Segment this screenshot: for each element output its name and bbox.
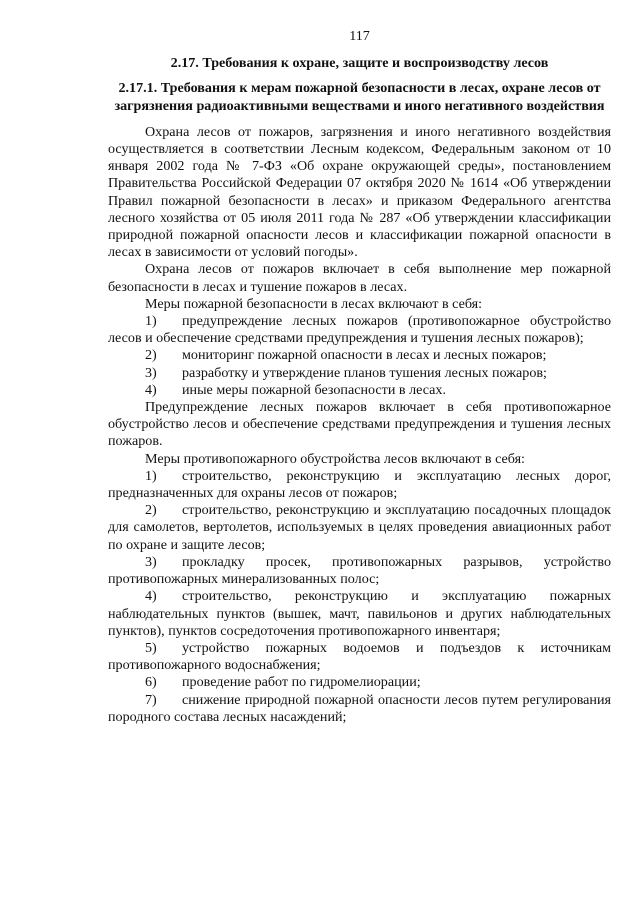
list-item-text: иные меры пожарной безопасности в лесах. [182,381,446,398]
paragraph: Меры пожарной безопасности в лесах включают в себя: [145,295,483,312]
list-item [108,692,611,726]
paragraph: Меры противопожарного обустройства лесов включают в себя: [145,450,525,467]
list-item-number: 1) [145,467,157,484]
list-item-text: прокладку просек, противопожарных разрывов, устройство противопожарных минерализованных полос; [108,553,611,588]
subsection-heading: 2.17.1. Требования к мерам пожарной безопасности в лесах, охране лесов от загрязнения радиоактивными веществами и иного негативного воздействия [114,80,605,114]
list-item [108,554,611,588]
list-item-text: строительство, реконструкцию и эксплуатацию лесных дорог, предназначенных для охраны лесов от пожаров; [108,467,611,502]
list-item [108,313,611,347]
list-item [108,588,611,640]
list-item [108,347,611,364]
paragraph: Предупреждение лесных пожаров включает в себя противопожарное обустройство лесов и обеспечение средствами предупреждения и тушения лесных пожаров. [108,399,611,450]
list-item-number: 5) [145,639,157,656]
list-item-text: разработку и утверждение планов тушения лесных пожаров; [182,364,547,381]
section-heading: 2.17. Требования к охране, защите и воспроизводству лесов [170,55,549,72]
list-item-text: строительство, реконструкцию и эксплуатацию пожарных наблюдательных пунктов (вышек, мачт, павильонов и других наблюдательных пунктов), пунктов сосредоточения противопожарного инвентаря; [108,588,611,639]
list-item-text: снижение природной пожарной опасности лесов путем регулирования породного состава лесных насаждений; [108,691,611,725]
list-item-number: 3) [145,553,157,570]
list-item-text: предупреждение лесных пожаров (противопожарное обустройство лесов и обеспечение средствами предупреждения и тушения лесных пожаров); [108,313,611,347]
list-item [108,674,611,691]
page-number: 117 [349,28,370,44]
list-item-number: 4) [145,381,157,398]
list-item-text: мониторинг пожарной опасности в лесах и лесных пожаров; [182,347,547,364]
paragraph: Охрана лесов от пожаров включает в себя выполнение мер пожарной безопасности в лесах и тушение пожаров в лесах. [108,261,611,295]
list-item-number: 2) [145,347,157,364]
list-item [108,468,611,502]
list-item-number: 3) [145,364,157,381]
list-item-text: проведение работ по гидромелиорации; [182,674,421,691]
list-item-number: 1) [145,313,157,330]
list-item-text: строительство, реконструкцию и эксплуатацию посадочных площадок для самолетов, вертолетов, используемых в целях проведения авиационных работ по охране и защите лесов; [108,502,611,553]
list-item-number: 2) [145,502,157,519]
list-item-number: 4) [145,588,157,605]
list-item [108,365,611,382]
list-item [108,640,611,674]
list-item-text: устройство пожарных водоемов и подъездов к источникам противопожарного водоснабжения; [108,639,611,674]
list-item [108,502,611,554]
list-item [108,382,611,399]
document-page [108,28,611,726]
paragraph: Охрана лесов от пожаров, загрязнения и иного негативного воздействия осуществляется в соответствии Лесным кодексом, Федеральным законом от 10 января 2002 года № 7-ФЗ «Об охране окружающей среды», постановлением Правительства Российской Федерации 07 октября 2020 № 1614 «Об утверждении Правил пожарной безопасности в лесах» и приказом Федерального агентства лесного хозяйства от 05 июля 2011 года № 287 «Об утверждении классификации природной пожарной опасности лесов и классификации пожарной опасности в лесах в зависимости от условий погоды». [108,123,611,261]
list-item-number: 7) [145,691,157,708]
list-item-number: 6) [145,674,157,691]
